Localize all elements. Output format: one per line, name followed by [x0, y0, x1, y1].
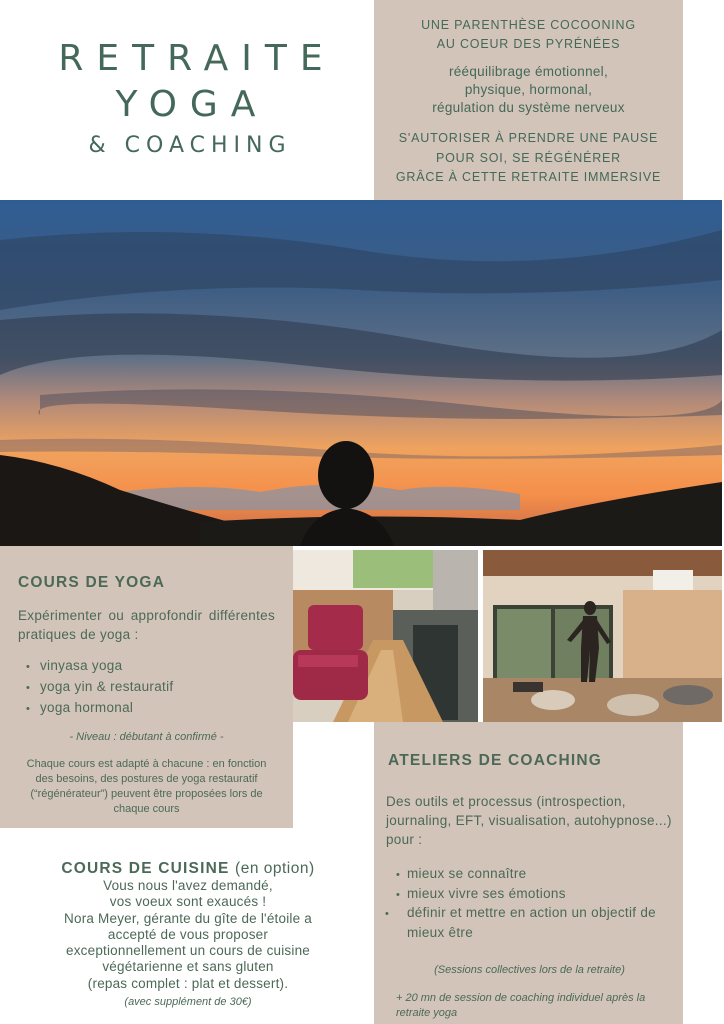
title-retraite: RETRAITE — [58, 38, 336, 79]
yoga-description: Chaque cours est adapté à chacune : en fonction des besoins, des postures de yoga restauratif (“régénérateur”) peuvent être proposées lors de chaque cours — [26, 758, 267, 815]
cuisine-line: Vous nous l'avez demandé, — [103, 878, 273, 893]
list-item — [396, 865, 673, 885]
coaching-section — [374, 722, 683, 1024]
cuisine-line: végétarienne et sans gluten — [102, 959, 274, 975]
cushions-photo — [293, 550, 478, 722]
intro-tagline — [374, 16, 683, 54]
intro-pause-line: GRÂCE À CETTE RETRAITE IMMERSIVE — [395, 170, 662, 184]
list-item — [26, 698, 275, 719]
bullet-icon: • — [396, 869, 401, 881]
cushions-illustration — [293, 550, 478, 722]
yoga-item-label: vinyasa yoga — [40, 658, 123, 673]
bullet-icon: • — [396, 888, 401, 901]
coaching-list — [386, 865, 673, 942]
intro-benefit-line: physique, hormonal, — [464, 82, 593, 97]
cuisine-heading-option: (en option) — [235, 860, 315, 877]
coaching-lead: Des outils et processus (introspection, journaling, EFT, visualisation, autohypnose...) pour : — [386, 794, 672, 847]
intro-benefits — [374, 63, 683, 117]
yoga-item-label: yoga yin & restauratif — [40, 679, 174, 694]
intro-benefit-line: rééquilibrage émotionnel, — [448, 64, 609, 79]
cuisine-line: vos voeux sont exaucés ! — [109, 894, 267, 910]
yoga-section — [0, 546, 293, 828]
sunset-illustration — [0, 200, 722, 546]
coaching-item-label: mieux se connaître — [407, 866, 527, 881]
coaching-individual-note: + 20 mn de session de coaching individuel après la retraite yoga — [396, 992, 646, 1019]
yoga-level: - Niveau : débutant à confirmé - — [69, 731, 224, 743]
cuisine-heading — [18, 860, 358, 878]
cuisine-section — [18, 860, 358, 1008]
intro-pause-line: POUR SOI, SE RÉGÉNÉRER — [436, 150, 621, 165]
cuisine-line: exceptionnellement un cours de cuisine — [66, 943, 310, 959]
cuisine-line: Nora Meyer, gérante du gîte de l'étoile a — [64, 910, 312, 926]
cuisine-supplement: (avec supplément de 30€) — [124, 996, 252, 1009]
yoga-item-label: yoga hormonal — [40, 700, 134, 715]
bullet-icon: • — [26, 703, 31, 715]
yoga-heading: COURS DE YOGA — [18, 574, 166, 591]
yoga-lead: Expérimenter ou approfondir différentes pratiques de yoga : — [18, 608, 275, 642]
cuisine-heading-text: COURS DE CUISINE — [61, 860, 230, 877]
coaching-item-label: mieux vivre ses émotions — [407, 885, 566, 901]
bullet-icon: • — [26, 661, 31, 673]
title-yoga: YOGA — [115, 84, 269, 125]
intro-pause-line: S'AUTORISER À PRENDRE UNE PAUSE — [398, 131, 659, 145]
yoga-list — [18, 656, 275, 719]
cuisine-line: accepté de vous proposer — [107, 926, 269, 942]
intro-benefit-line: régulation du système nerveux — [432, 100, 625, 115]
list-item — [385, 904, 673, 942]
coaching-item-label: définir et mettre en action un objectif de mieux être — [407, 905, 656, 940]
list-item — [26, 677, 275, 698]
list-item — [396, 885, 673, 905]
title-coaching: & COACHING — [88, 133, 292, 158]
bullet-icon: • — [26, 682, 31, 694]
intro-tagline-line: AU COEUR DES PYRÉNÉES — [436, 37, 621, 51]
yoga-room-illustration — [483, 550, 722, 722]
coaching-sessions-note: (Sessions collectives lors de la retraite) — [434, 964, 625, 976]
intro-pause — [374, 129, 683, 188]
list-item — [26, 656, 275, 677]
page-title — [40, 36, 340, 162]
coaching-heading: ATELIERS DE COACHING — [388, 752, 603, 769]
yoga-room-photo — [483, 550, 722, 722]
hero-sunset-photo — [0, 200, 722, 546]
bullet-icon: • — [385, 908, 390, 920]
intro-tagline-line: UNE PARENTHÈSE COCOONING — [421, 18, 636, 32]
intro-box — [374, 0, 683, 216]
cuisine-line: (repas complet : plat et dessert). — [87, 975, 289, 991]
